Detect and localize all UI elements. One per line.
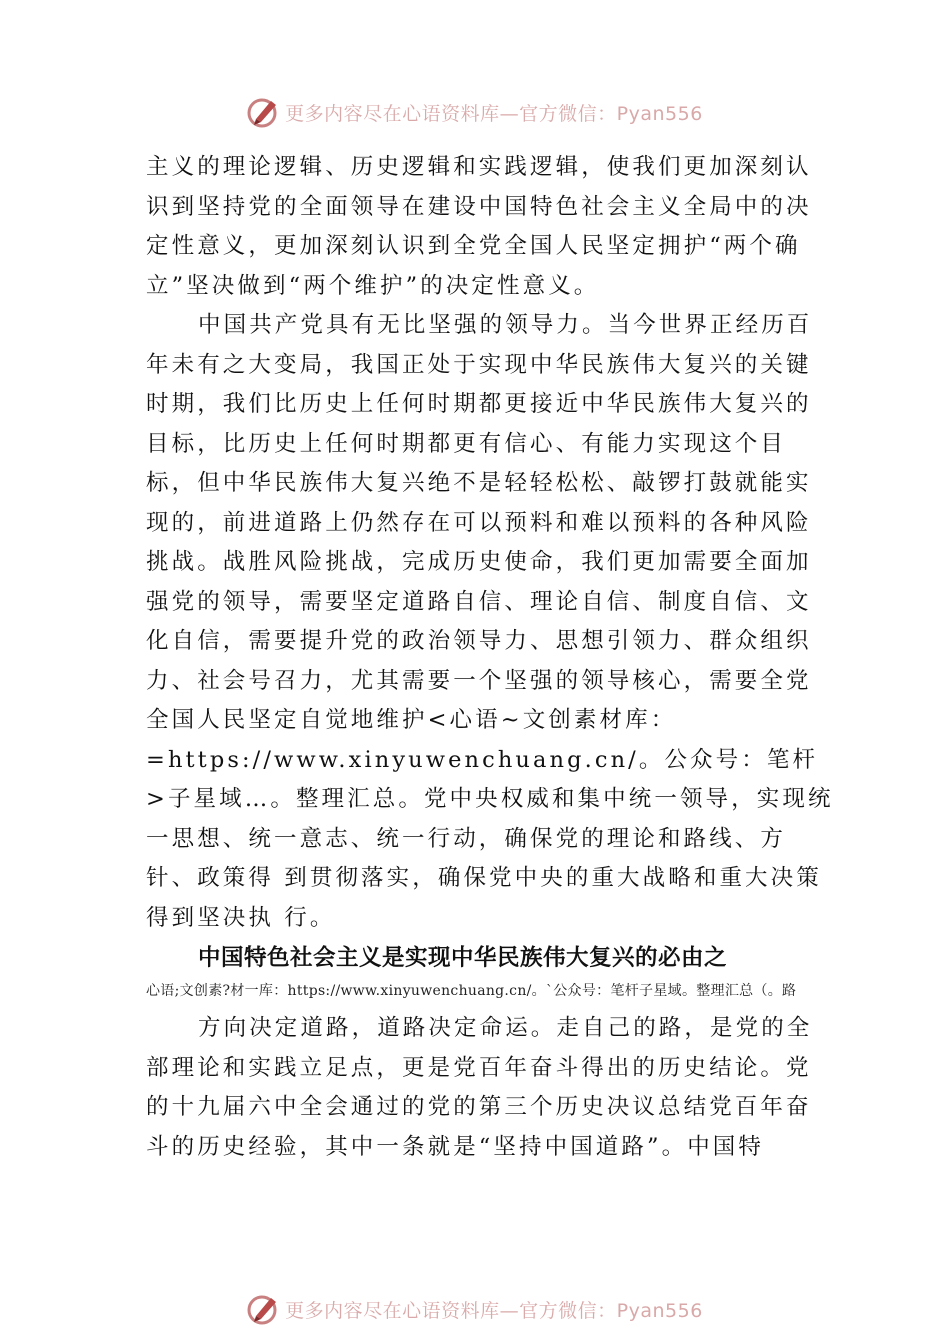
wechat-id: Pyan556 xyxy=(616,102,703,125)
document-body xyxy=(146,148,836,1167)
wechat-id: Pyan556 xyxy=(616,1299,703,1322)
watermark-text: 更多内容尽在心语资料库—官方微信：Pyan556 xyxy=(285,102,703,125)
watermark-note: 心语;文创素?材一库：https://www.xinyuwenchuang.cn/。`公众号：笔杆子星域。整理汇总（。路 xyxy=(146,983,797,999)
paragraph-3: 方向决定道路，道路决定命运。走自己的路，是党的全部理论和实践立足点，更是党百年奋斗得出的历史结论。党的十九届六中全会通过的党的第三个历史决议总结党百年奋斗的历史经验，其中一条就是“坚持中国道路”。中国特 xyxy=(146,1015,813,1160)
section-heading: 中国特色社会主义是实现中华民族伟大复兴的必由之 xyxy=(198,945,728,971)
paragraph-2: 中国共产党具有无比坚强的领导力。当今世界正经历百年未有之大变局，我国正处于实现中华民族伟大复兴的关键时期，我们比历史上任何时期都更接近中华民族伟大复兴的目标，比历史上任何时期都更有信心、有能力实现这个目标，但中华民族伟大复兴绝不是轻轻松松、敲锣打鼓就能实现的，前进道路上仍然存在可以预料和难以预料的各种风险挑战。战胜风险挑战，完成历史使命，我们更加需要全面加强党的领导，需要坚定道路自信、理论自信、制度自信、文化自信，需要提升党的政治领导力、思想引领力、群众组织力、社会号召力，尤其需要一个坚强的领导核心，需要全党全国人民坚定自觉地维护<心语~文创素材库：=https://www.xinyuwenchuang.cn/。公众号：笔杆>子星域…。整理汇总。党中央权威和集中统一领导，实现统一思想、统一意志、统一行动，确保党的理论和路线、方针、政策得 到贯彻落实，确保党中央的重大战略和重大决策得到坚决执 行。 xyxy=(146,312,834,931)
header-watermark-banner xyxy=(0,92,950,132)
pen-seal-icon xyxy=(247,1292,281,1326)
watermark-text: 更多内容尽在心语资料库—官方微信：Pyan556 xyxy=(285,1299,703,1322)
footer-watermark-banner xyxy=(0,1289,950,1329)
pen-seal-icon xyxy=(247,95,281,129)
paragraph-1: 主义的理论逻辑、历史逻辑和实践逻辑，使我们更加深刻认识到坚持党的全面领导在建设中国特色社会主义全局中的决定性意义，更加深刻认识到全党全国人民坚定拥护“两个确立”坚决做到“两个维护”的决定性意义。 xyxy=(146,154,812,299)
